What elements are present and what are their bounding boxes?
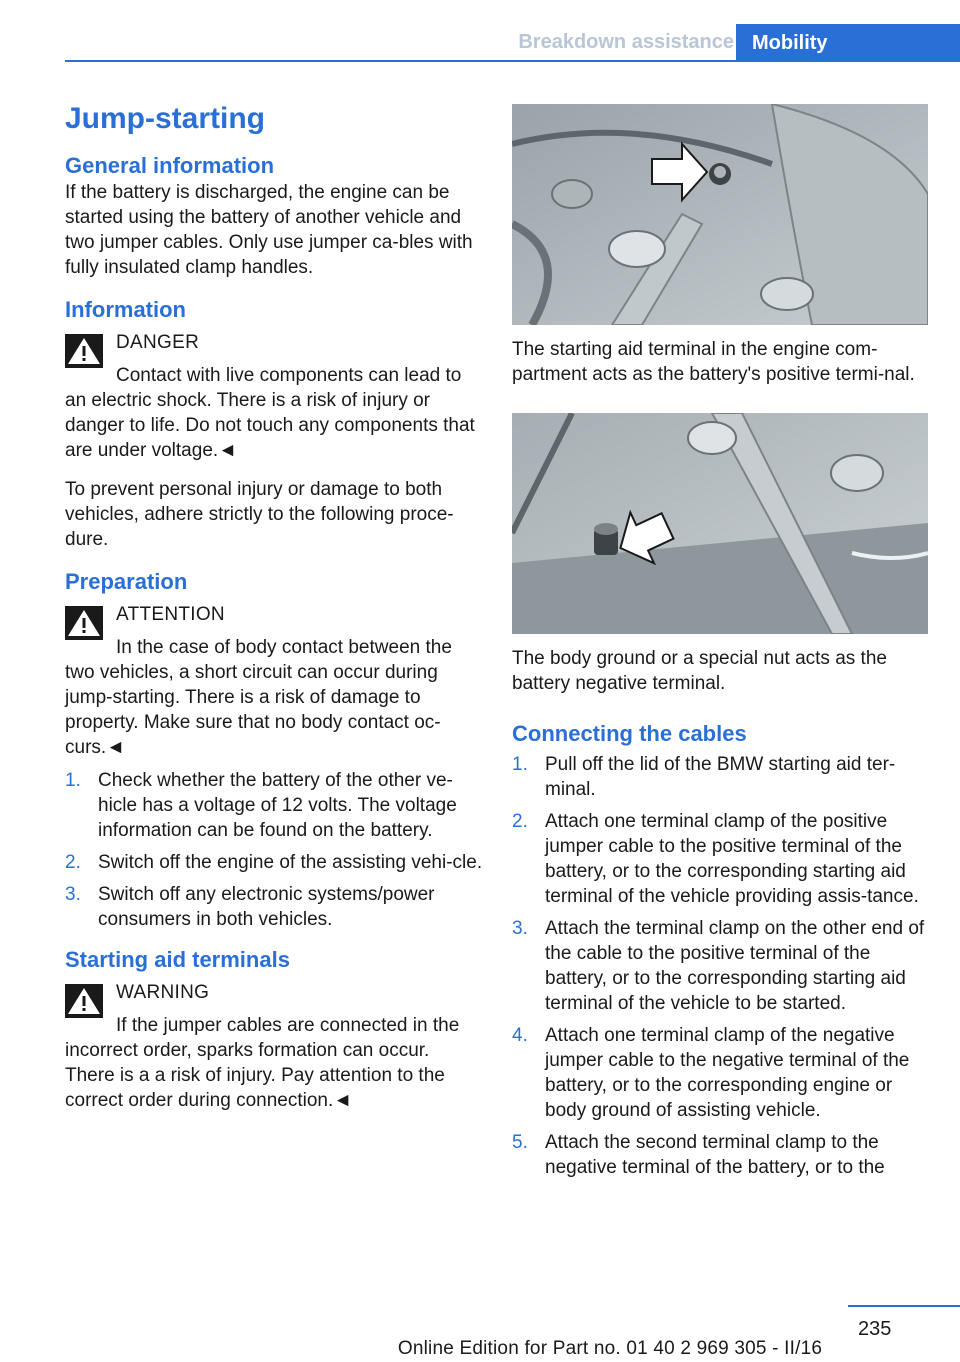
warning-text: If the jumper cables are connected in the incorrect order, sparks formation can occur. There is a a risk of injury. Pay attention to the correct order during connection.◄ <box>65 1015 460 1111</box>
attention-text: In the case of body contact between the two vehicles, a short circuit can occur during jump-starting. There is a risk of damage to property. Make sure that no body contact oc-curs.◄ <box>65 637 452 758</box>
list-item: 1. Check whether the battery of the other ve-hicle has a voltage of 12 volts. The voltage information can be found on the battery. <box>65 770 457 841</box>
connecting-steps <box>512 752 928 1180</box>
header-section-title: Breakdown assistance <box>518 31 734 53</box>
list-item: 2. Switch off the engine of the assisting vehi-cle. <box>65 852 483 873</box>
list-item: 3. Attach the terminal clamp on the other end of the cable to the positive terminal of the battery, or to the corresponding starting aid terminal of the vehicle to be started. <box>512 918 925 1014</box>
list-item: 4. Attach one terminal clamp of the negative jumper cable to the negative terminal of the battery, or to the corresponding engine or body ground of assisting vehicle. <box>512 1025 910 1121</box>
attention-notice <box>65 602 483 760</box>
preparation-steps <box>65 768 483 932</box>
list-item: 5. Attach the second terminal clamp to the negative terminal of the battery, or to the <box>512 1132 885 1178</box>
information-text: To prevent personal injury or damage to both vehicles, adhere strictly to the following proce-dure. <box>65 479 454 550</box>
footer-rule <box>848 1305 960 1307</box>
warning-notice <box>65 980 483 1113</box>
attention-label: ATTENTION <box>116 604 225 625</box>
warning-triangle-icon <box>65 334 103 368</box>
danger-label: DANGER <box>116 332 200 353</box>
list-item: 3. Switch off any electronic systems/power consumers in both vehicles. <box>65 884 435 930</box>
photo2-caption: The body ground or a special nut acts as the battery negative terminal. <box>512 648 887 694</box>
warning-label: WARNING <box>116 982 210 1003</box>
general-info-text: If the battery is discharged, the engine can be started using the battery of another vehicle and two jumper cables. Only use jumper ca-bles with fully insulated clamp handles. <box>65 182 473 278</box>
terminals-heading: Starting aid terminals <box>65 947 290 972</box>
connecting-heading: Connecting the cables <box>512 721 747 746</box>
page-title: Jump-starting <box>65 102 266 135</box>
left-column <box>65 100 483 1113</box>
warning-triangle-icon <box>65 606 103 640</box>
header-chapter-tab: Mobility <box>736 24 960 62</box>
engine-bay-negative-terminal-photo <box>512 413 928 634</box>
page-number: 235 <box>858 1318 892 1340</box>
page-header <box>65 0 960 62</box>
warning-triangle-icon <box>65 984 103 1018</box>
edition-line: Online Edition for Part no. 01 40 2 969 305 - II/16 <box>397 1338 823 1359</box>
danger-text: Contact with live components can lead to an electric shock. There is a risk of injury or danger to life. Do not touch any components that are under voltage.◄ <box>65 365 475 461</box>
right-column <box>512 104 928 1187</box>
danger-notice <box>65 330 483 463</box>
information-heading: Information <box>65 297 186 322</box>
general-info-heading: General information <box>65 153 275 178</box>
photo1-caption: The starting aid terminal in the engine com-partment acts as the battery's positive termi-nal. <box>512 339 915 385</box>
list-item: 1. Pull off the lid of the BMW starting aid ter-minal. <box>512 754 896 800</box>
list-item: 2. Attach one terminal clamp of the positive jumper cable to the positive terminal of the battery, or to the corresponding starting aid terminal of the vehicle providing assis-tance. <box>512 811 919 907</box>
header-rule <box>65 60 960 62</box>
engine-bay-positive-terminal-photo <box>512 104 928 325</box>
preparation-heading: Preparation <box>65 569 188 594</box>
